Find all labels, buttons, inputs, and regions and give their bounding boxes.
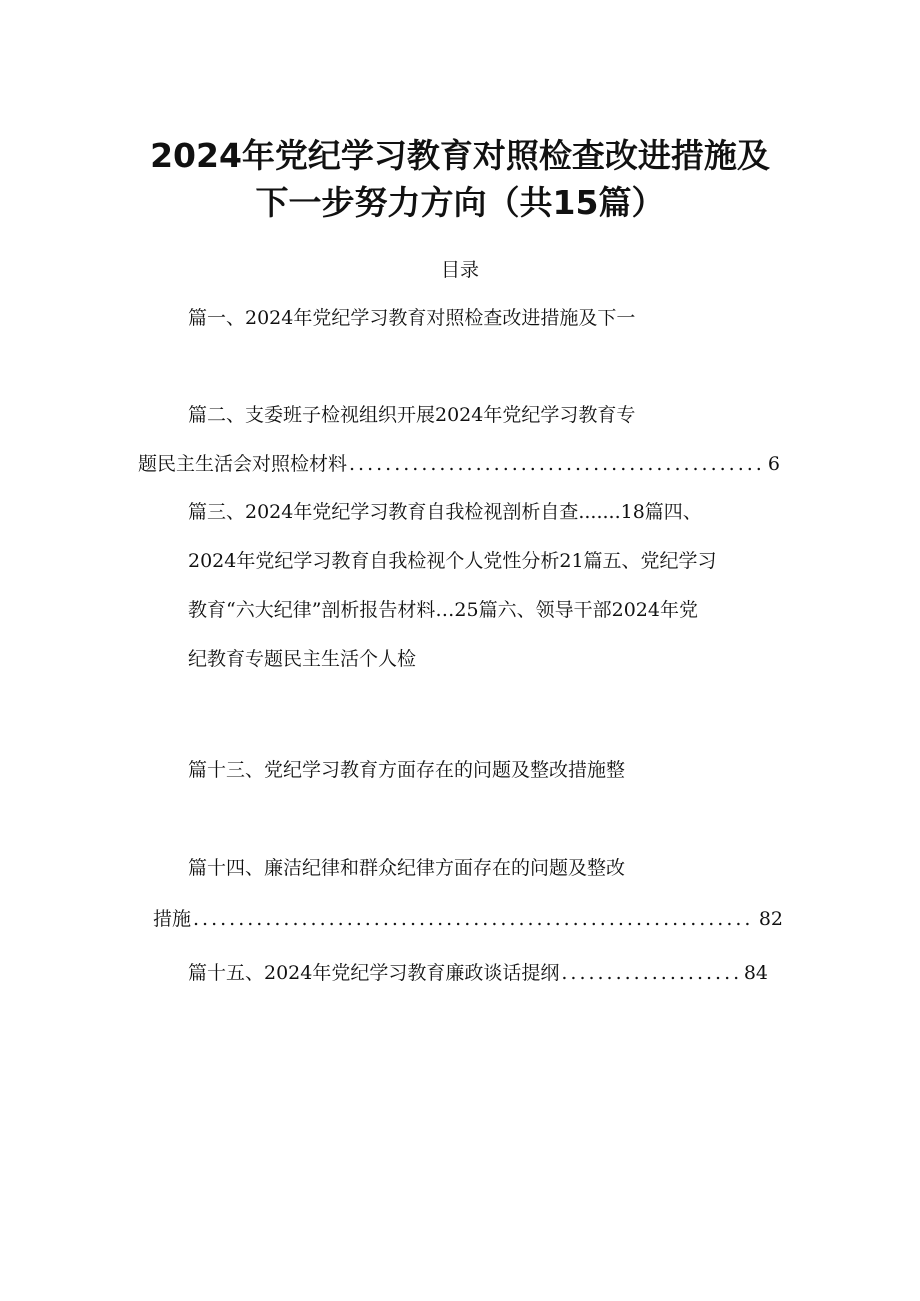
toc-entry-14-page: 82 — [758, 908, 783, 930]
toc-heading: 目录 — [440, 259, 479, 281]
toc-entry-2: 篇二、支委班子检视组织开展2024年党纪学习教育专 — [188, 404, 636, 426]
toc-entry-15-text: 篇十五、2024年党纪学习教育廉政谈话提纲 — [188, 962, 560, 984]
toc-entry-4: 2024年党纪学习教育自我检视个人党性分析21篇五、党纪学习 — [188, 550, 717, 572]
toc-entry-5: 教育“六大纪律”剖析报告材料…25篇六、领导干部2024年党 — [188, 599, 698, 621]
toc-entry-14-text: 措施 — [153, 908, 192, 930]
document-title-line-1: 2024年党纪学习教育对照检查改进措施及 — [150, 136, 770, 175]
toc-entry-15-page: 84 — [743, 962, 768, 984]
toc-entry-13: 篇十三、党纪学习教育方面存在的问题及整改措施整 — [188, 759, 626, 781]
document-title-line-2: 下一步努力方向（共15篇） — [255, 183, 665, 222]
toc-entry-1: 篇一、2024年党纪学习教育对照检查改进措施及下一 — [188, 307, 636, 329]
toc-entry-2-page: 6 — [767, 453, 780, 475]
toc-entry-3: 篇三、2024年党纪学习教育自我检视剖析自查.......18篇四、 — [188, 501, 702, 523]
dot-leader — [193, 905, 755, 933]
dot-leader — [561, 959, 739, 987]
dot-leader — [349, 450, 764, 478]
toc-entry-2-continuation — [138, 450, 780, 478]
toc-entry-14: 篇十四、廉洁纪律和群众纪律方面存在的问题及整改 — [188, 857, 626, 879]
toc-entry-2-text: 题民主生活会对照检材料 — [138, 453, 348, 475]
toc-entry-14-continuation — [153, 905, 783, 933]
toc-entry-15 — [188, 959, 768, 987]
toc-entry-6: 纪教育专题民主生活个人检 — [188, 648, 417, 670]
